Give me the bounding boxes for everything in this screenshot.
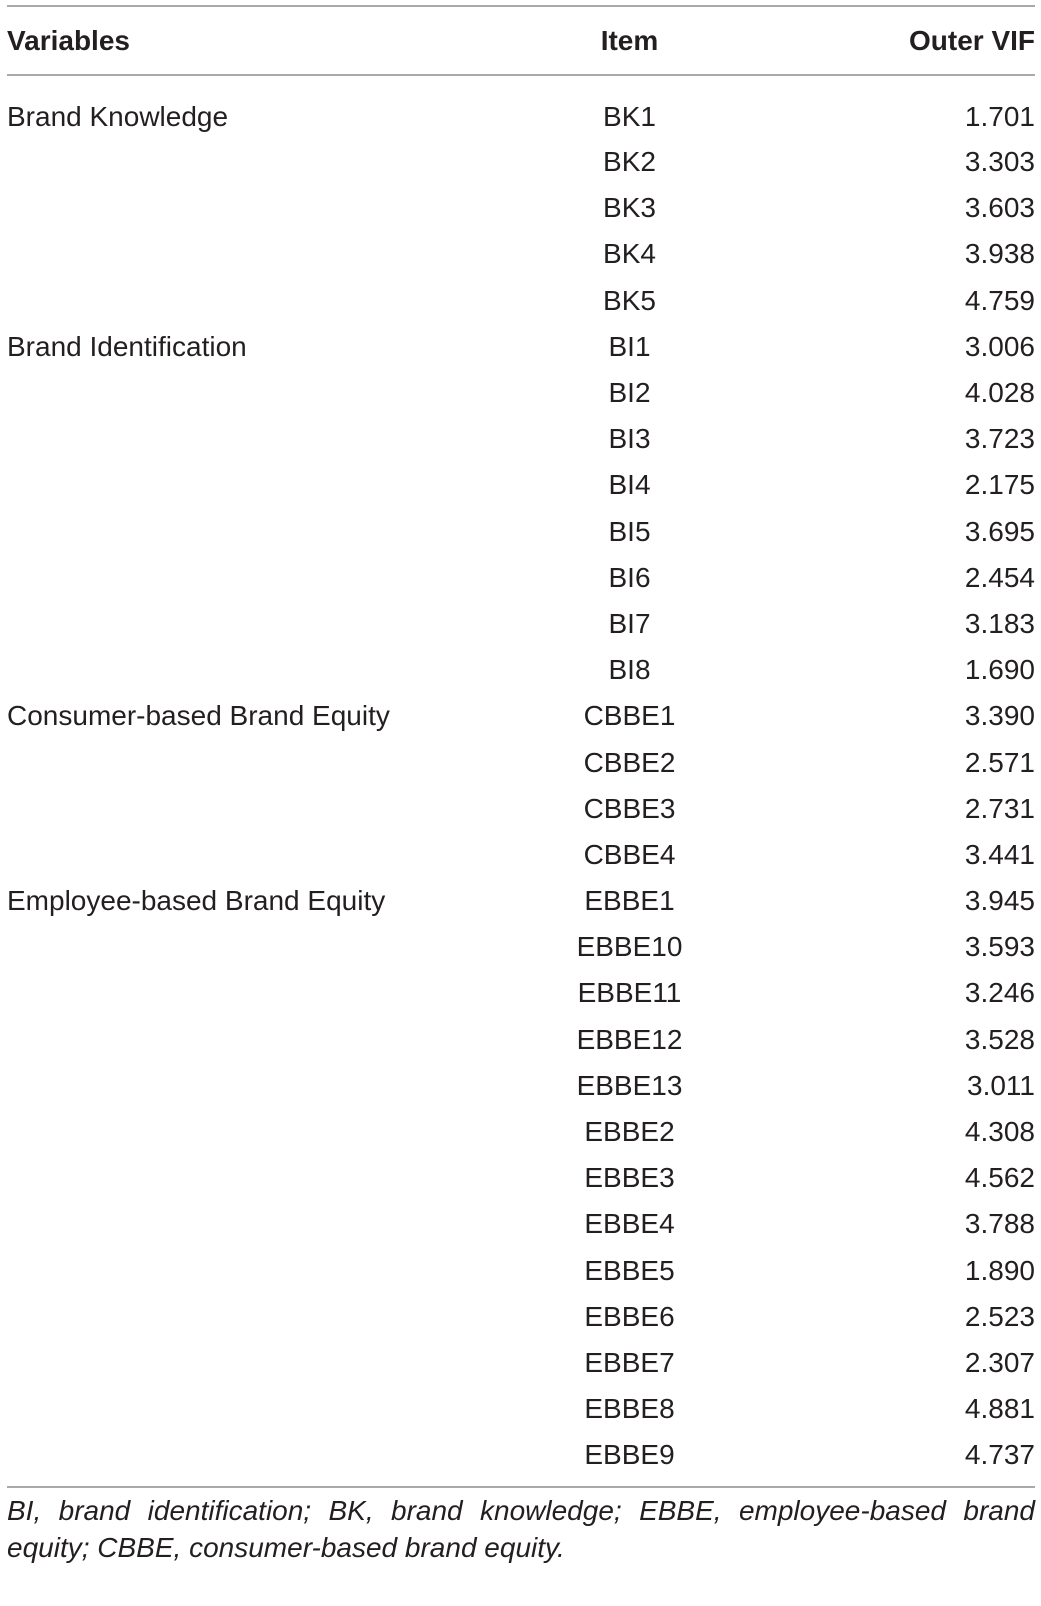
item-cell: BI3 [608,423,651,455]
table-row [7,324,1035,370]
variable-cell [7,462,527,508]
table-row [7,1340,1035,1386]
table-row [7,601,1035,647]
variable-cell [7,1340,527,1386]
item-cell: EBBE4 [584,1208,675,1240]
table-row [7,786,1035,832]
variable-cell [7,1201,527,1247]
table-row [7,1063,1035,1109]
table-row [7,1155,1035,1201]
variable-cell [7,1432,527,1487]
table-row [7,739,1035,785]
item-cell: CBBE1 [583,700,676,732]
vif-cell: 3.788 [964,1208,1035,1240]
item-cell: CBBE3 [583,792,676,824]
variable-cell [7,1294,527,1340]
vif-cell: 2.523 [964,1300,1035,1332]
item-cell: BI2 [608,377,651,409]
variable-cell: Brand Knowledge [7,100,229,132]
table-row [7,278,1035,324]
item-cell: CBBE2 [583,746,676,778]
vif-cell: 1.701 [964,100,1035,132]
table-row [7,555,1035,601]
vif-cell: 2.307 [964,1346,1035,1378]
table-row [7,462,1035,508]
table-row [7,693,1035,739]
item-cell: BK3 [603,192,656,224]
variable-cell [7,1248,527,1294]
item-cell: BK4 [603,238,656,270]
table-row [7,1386,1035,1432]
variable-cell: Consumer-based Brand Equity [7,700,390,732]
item-cell: EBBE13 [576,1069,683,1101]
variable-cell [7,370,527,416]
vif-cell: 2.731 [964,792,1035,824]
table-row [7,75,1035,139]
item-cell: EBBE11 [577,977,682,1009]
item-cell: BI8 [608,654,651,686]
header-item: Item [527,6,732,75]
table-row [7,1109,1035,1155]
variable-cell [7,416,527,462]
vif-cell: 3.011 [967,1069,1035,1101]
variable-cell [7,139,527,185]
table-row [7,1201,1035,1247]
table-footnote: BI, brand identification; BK, brand knowledge; EBBE, employee-based brand equity; CBBE, consumer-based brand equity. [7,1495,1035,1563]
vif-cell: 3.695 [964,515,1035,547]
variable-cell [7,970,527,1016]
item-cell: BI1 [608,330,651,362]
variable-cell: Brand Identification [7,330,247,362]
item-cell: EBBE12 [576,1023,683,1055]
variable-cell [7,185,527,231]
table-row [7,509,1035,555]
vif-cell: 3.441 [964,838,1035,870]
header-outer-vif: Outer VIF [732,6,1035,75]
table-row [7,416,1035,462]
item-cell: EBBE8 [584,1393,675,1425]
item-cell: EBBE10 [576,931,683,963]
vif-cell: 3.603 [964,192,1035,224]
table-row [7,1294,1035,1340]
vif-cell: 1.690 [964,654,1035,686]
vif-cell: 4.308 [964,1116,1035,1148]
table-row [7,1248,1035,1294]
variable-cell [7,786,527,832]
item-cell: EBBE3 [584,1162,675,1194]
variable-cell [7,1155,527,1201]
vif-cell: 3.723 [964,423,1035,455]
vif-cell: 3.528 [964,1023,1035,1055]
variable-cell [7,1063,527,1109]
variable-cell [7,739,527,785]
item-cell: BI7 [608,607,651,639]
table-row [7,139,1035,185]
vif-cell: 3.006 [964,330,1035,362]
item-cell: BK5 [603,284,656,316]
item-cell: EBBE7 [584,1346,675,1378]
vif-cell: 1.890 [964,1254,1035,1286]
vif-cell: 3.593 [964,931,1035,963]
variable-cell [7,647,527,693]
item-cell: EBBE6 [584,1300,675,1332]
item-cell: CBBE4 [583,838,676,870]
item-cell: BK2 [603,146,656,178]
table-header [7,6,1035,75]
variable-cell [7,555,527,601]
vif-cell: 4.759 [964,284,1035,316]
vif-cell: 3.183 [964,607,1035,639]
item-cell: EBBE1 [584,885,675,917]
vif-cell: 3.938 [964,238,1035,270]
table-row [7,1432,1035,1487]
vif-cell: 3.390 [964,700,1035,732]
vif-cell: 2.571 [964,746,1035,778]
table-row [7,1017,1035,1063]
table-row [7,924,1035,970]
item-cell: BI4 [608,469,651,501]
item-cell: EBBE5 [584,1254,675,1286]
vif-cell: 2.454 [964,561,1035,593]
vif-cell: 4.028 [964,377,1035,409]
vif-cell: 3.945 [964,885,1035,917]
vif-cell: 3.246 [964,977,1035,1009]
table-row [7,878,1035,924]
table-row [7,370,1035,416]
table-row [7,647,1035,693]
table-row [7,832,1035,878]
variable-cell [7,231,527,277]
variable-cell [7,278,527,324]
table-body [7,75,1035,1487]
table-row [7,185,1035,231]
variable-cell [7,924,527,970]
variable-cell [7,1386,527,1432]
vif-table [7,5,1035,1488]
variable-cell [7,601,527,647]
variable-cell [7,1109,527,1155]
variable-cell [7,509,527,555]
item-cell: BI5 [608,515,651,547]
table-row [7,970,1035,1016]
vif-cell: 4.562 [964,1162,1035,1194]
variable-cell [7,1017,527,1063]
item-cell: EBBE9 [527,1432,732,1487]
vif-cell: 2.175 [964,469,1035,501]
header-variables: Variables [7,6,527,75]
item-cell: EBBE2 [584,1116,675,1148]
item-cell: BK1 [603,100,656,132]
table-row [7,231,1035,277]
variable-cell: Employee-based Brand Equity [7,885,386,917]
vif-cell: 4.881 [964,1393,1035,1425]
vif-cell: 4.737 [732,1432,1035,1487]
item-cell: BI6 [608,561,651,593]
vif-cell: 3.303 [964,146,1035,178]
header-row [7,6,1035,75]
variable-cell [7,832,527,878]
